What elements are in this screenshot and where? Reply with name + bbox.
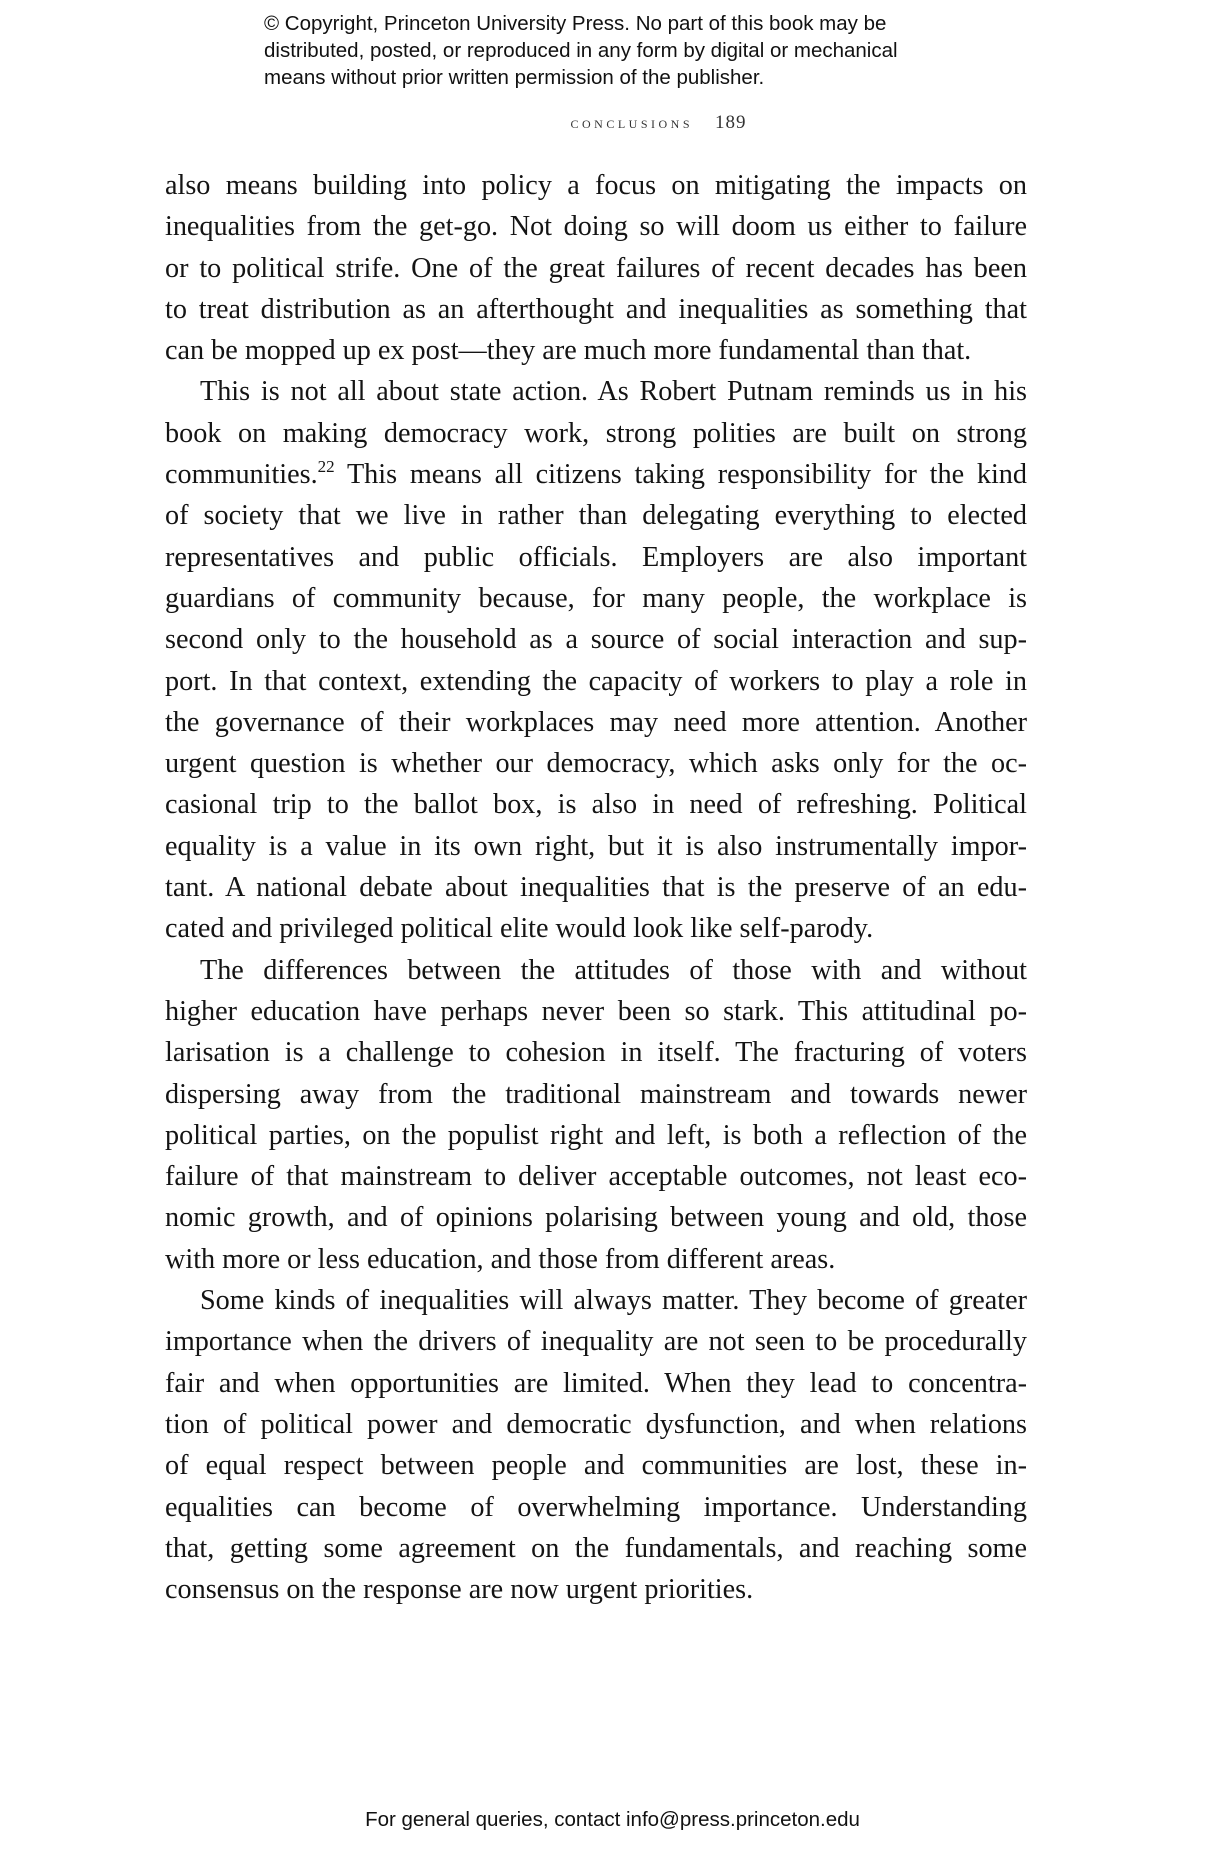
text-line: guardians of community because, for many people, the workplace is (165, 582, 1027, 614)
copyright-line: means without prior written permission of the publisher. (264, 66, 765, 89)
text-line: political parties, on the populist right and left, is both a reflection of the (165, 1119, 1027, 1151)
text-line: the governance of their workplaces may need more attention. Another (165, 706, 1027, 738)
text-line: of society that we live in rather than delegating everything to elected (165, 500, 1027, 532)
text-line: also means building into policy a focus on mitigating the impacts on (165, 170, 1027, 201)
page-number: 189 (715, 112, 747, 133)
text-line: inequalities from the get-go. Not doing so will doom us either to failure (165, 211, 1027, 243)
footnote-reference[interactable]: 22 (317, 457, 335, 477)
text-line: equality is a value in its own right, but it is also instrumentally impor- (165, 830, 1027, 862)
text-line: that, getting some agreement on the fundamentals, and reaching some (165, 1532, 1027, 1564)
text-segment: communities. (165, 459, 318, 491)
copyright-line: © Copyright, Princeton University Press. No part of this book may be (264, 12, 887, 35)
text-line: with more or less education, and those from different areas. (165, 1243, 836, 1275)
text-line: tant. A national debate about inequalities that is the preserve of an edu- (165, 872, 1027, 904)
text-line: This is not all about state action. As Robert Putnam reminds us in his (200, 376, 1027, 408)
text-line: second only to the household as a source of social interaction and sup- (165, 624, 1027, 656)
text-line: equalities can become of overwhelming importance. Understanding (165, 1491, 1027, 1523)
footer-contact (0, 1808, 1225, 1832)
text-line: cated and privileged political elite would look like self-parody. (165, 913, 874, 945)
text-line: casional trip to the ballot box, is also in need of refreshing. Political (165, 789, 1027, 821)
text-line: dispersing away from the traditional mainstream and towards newer (165, 1078, 1027, 1110)
body-text (165, 165, 1027, 1610)
running-head (0, 112, 1225, 134)
text-line: failure of that mainstream to deliver acceptable outcomes, not least eco- (165, 1161, 1027, 1193)
text-line: nomic growth, and of opinions polarising between young and old, those (165, 1202, 1027, 1234)
copyright-notice (264, 10, 1024, 91)
text-line-with-footnote (165, 454, 1027, 495)
text-line: can be mopped up ex post—they are much more fundamental than that. (165, 335, 972, 367)
chapter-title: conclusions (570, 113, 693, 132)
text-line: fair and when opportunities are limited. When they lead to concentra- (165, 1367, 1027, 1399)
text-line: of equal respect between people and communities are lost, these in- (165, 1450, 1027, 1482)
text-line: tion of political power and democratic dysfunction, and when relations (165, 1408, 1027, 1440)
text-line: importance when the drivers of inequality are not seen to be procedurally (165, 1326, 1027, 1358)
footer-text: For general queries, contact info@press.princeton.edu (365, 1808, 860, 1831)
text-line: to treat distribution as an afterthought and inequalities as something that (165, 293, 1027, 325)
text-line: Some kinds of inequalities will always matter. They become of greater (200, 1285, 1027, 1317)
text-line: urgent question is whether our democracy, which asks only for the oc- (165, 748, 1027, 780)
text-line: or to political strife. One of the great failures of recent decades has been (165, 252, 1027, 284)
text-segment: This means all citizens taking responsibility for the kind (334, 459, 1027, 491)
text-line: book on making democracy work, strong polities are built on strong (165, 417, 1027, 449)
text-line: The differences between the attitudes of those with and without (200, 954, 1027, 986)
text-line: larisation is a challenge to cohesion in itself. The fracturing of voters (165, 1037, 1027, 1069)
text-line: higher education have perhaps never been so stark. This attitudinal po- (165, 995, 1027, 1027)
copyright-line: distributed, posted, or reproduced in any form by digital or mechanical (264, 39, 898, 62)
text-line: port. In that context, extending the capacity of workers to play a role in (165, 665, 1027, 697)
text-line: representatives and public officials. Employers are also important (165, 541, 1027, 573)
text-line: consensus on the response are now urgent priorities. (165, 1574, 754, 1606)
